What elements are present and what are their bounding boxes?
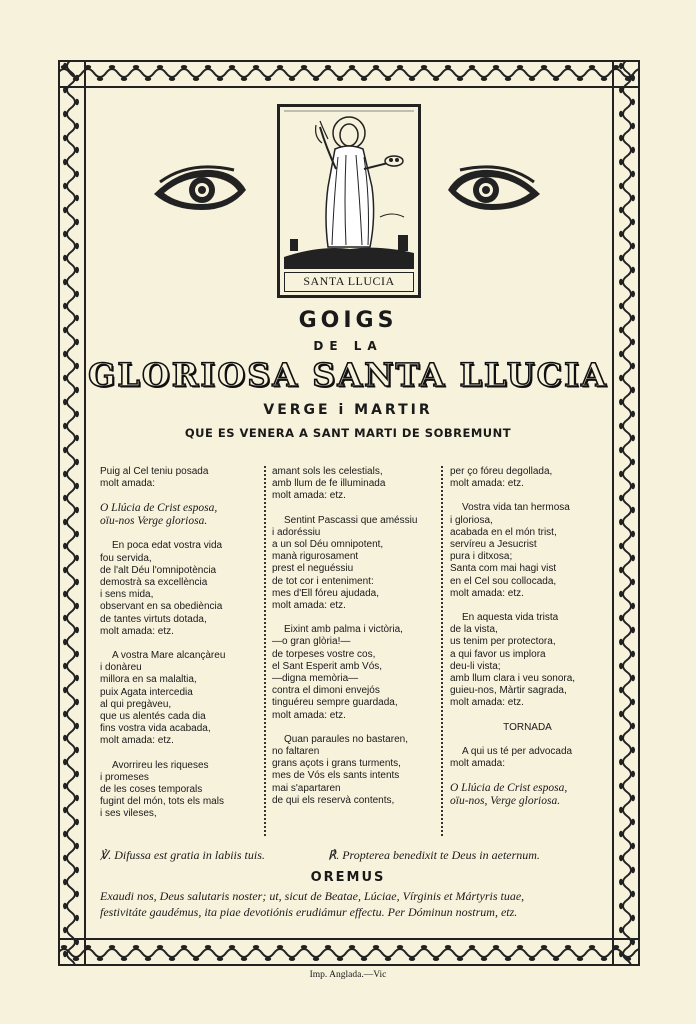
verse-line: fou servida, [100,552,152,564]
saint-woodcut-image [277,104,421,298]
verse-line: oïu-nos, Verge gloriosa. [450,795,561,808]
stanza-gap [450,734,605,746]
verse-line: de torpeses vostre cos, [272,648,376,660]
verse-line: en el Cel sou collocada, [450,575,557,587]
verse-line: fins vostra vida acabada, [100,723,211,735]
verse-column-3 [450,466,605,808]
prayer-text [100,888,600,920]
stanza-gap [100,490,260,502]
verse-line: pura i ditxosa; [450,551,513,563]
verse-line: amb llum de fe illuminada [272,478,386,490]
verse-line: de les coses temporals [100,784,203,796]
verse-line: no faltaren [272,746,320,758]
verse-line: O Llúcia de Crist esposa, [450,782,568,795]
verse-line: de la vista, [450,624,498,636]
verse-line: observant en sa obediència [100,601,223,613]
verse-line: deu-li vista; [450,660,501,672]
verse-line: us tenim per protectora, [450,636,556,648]
verse-line: Quan paraules no bastaren, [284,733,408,745]
verse-line: amant sols les celestials, [272,466,383,477]
border-left [58,60,86,966]
verse-line: contra el dimoni envejós [272,685,380,697]
woodcut-caption: SANTA LLUCIA [284,272,414,292]
versicle: ℣. Difussa est gratia in labiis tuis. [100,848,265,862]
verse-line: millora en sa malaltia, [100,674,197,686]
verse-line: que us alentés cada dia [100,711,206,723]
verse-line: molt amada: etz. [450,587,524,599]
verse-line: grans açots i grans turments, [272,758,401,770]
subtitle-venera: QUE ES VENERA A SANT MARTI DE SOBREMUNT [184,426,512,440]
verse-line: Avorrireu les riqueses [112,759,209,771]
verse-line: mes d'Ell fóreu ajudada, [272,587,379,599]
verse-line: Puig al Cel teniu posada [100,466,209,477]
oremus-heading: OREMUS [310,870,386,885]
verse-line: de tantes virtuts dotada, [100,613,207,625]
verse-line: O Llúcia de Crist esposa, [100,502,218,515]
saint-figure-icon [280,107,418,273]
verse-line: guieu-nos, Màrtir sagrada, [450,685,567,697]
verse-line: puix Agata intercedia [100,686,193,698]
stanza-gap [100,638,260,650]
verse-line: En poca edat vostra vida [112,540,223,552]
verse-line: En aquesta vida trista [462,612,559,624]
verse-line: A qui us té per advocada [462,745,573,757]
subtitle-verge-martir: VERGE i MARTIR [263,402,433,418]
response: ℟. Propterea benedixit te Deus in aeternum. [328,848,540,862]
verse-line: de l'alt Déu l'omnipotència [100,564,217,576]
verse-line: fugint del món, tots els mals [100,796,224,808]
verse-line: de qui els reservà contents, [272,794,395,806]
verse-line: molt amada: etz. [272,709,346,721]
stanza-gap [100,748,260,760]
verse-line: acabada en el món trist, [450,526,557,538]
verse-line: servíreu a Jesucrist [450,539,537,551]
stanza-gap [272,722,440,734]
verse-line: i gloriosa, [450,514,493,526]
border-bottom [58,938,640,966]
verse-line: amb llum clara i veu sonora, [450,673,576,685]
stanza-gap [450,600,605,612]
verse-line: molt amada: etz. [100,625,174,637]
verse-line: i ses vileses, [100,808,157,820]
verse-line: mes de Vós els sants intents [272,770,400,782]
verse-line: el Sant Esperit amb Vós, [272,660,383,672]
border-right [612,60,640,966]
verse-line: —o gran glòria!— [272,636,351,648]
verse-line: Eixint amb palma i victòria, [284,624,403,636]
verse-line: a un sol Déu omnipotent, [272,539,384,551]
title-de-la: DE LA [313,339,383,353]
verse-line: TORNADA [503,721,552,733]
verse-line: molt amada: etz. [272,490,346,502]
verse-line: molt amada: etz. [100,735,174,747]
title-goigs: GOIGS [298,308,398,333]
verse-line: per ço fóreu degollada, [450,466,553,477]
verse-line: a qui favor us implora [450,648,546,660]
stanza-gap [450,770,605,782]
printer-imprint: Imp. Anglada.—Vic [309,970,387,980]
verse-line: mai s'apartaren [272,782,341,794]
column-divider [264,466,266,836]
border-top [58,60,640,88]
stanza-gap [272,503,440,515]
verse-column-2 [272,466,440,807]
verse-column-1 [100,466,260,821]
prayer-line: festivitáte gaudémus, ita piae devotiónis erudiámur effectu. Per Dóminun nostrum, etz. [100,905,518,919]
verse-line: prest el neguéssiu [272,563,354,575]
verse-line: molt amada: etz. [272,600,346,612]
verse-line: A vostra Mare alcançàreu [112,650,226,662]
eye-icon [446,160,544,220]
verse-line: Sentint Pascassi que améssiu [284,514,418,526]
verse-line: molt amada: etz. [450,478,524,490]
verse-line: i promeses [100,771,149,783]
verse-line: oïu-nos Verge gloriosa. [100,515,208,528]
verse-line: i sens mida, [100,589,154,601]
prayer-line: Exaudi nos, Deus salutaris noster; ut, sicut de Beatae, Lúciae, Vírginis et Mártyris tuae, [100,889,525,903]
verse-line: —digna memòria— [272,673,359,685]
column-divider [441,466,443,836]
verse-line: manà rigurosament [272,551,359,563]
stanza-gap [450,710,605,722]
verse-line: demostrà sa excellència [100,577,208,589]
page-title: GLORIOSA SANTA LLUCIA [88,356,608,394]
verse-line: molt amada: [450,758,506,770]
verse-line: Santa com mai hagi vist [450,563,557,575]
eye-icon [150,160,248,220]
stanza-gap [100,528,260,540]
verse-line: de tot cor i enteniment: [272,575,374,587]
verse-line: Vostra vida tan hermosa [462,502,570,514]
verse-line: i donàreu [100,662,142,674]
verse-line: tinguéreu sempre guardada, [272,697,398,709]
stanza-gap [450,490,605,502]
verse-line: al qui pregàveu, [100,698,172,710]
stanza-gap [272,612,440,624]
verse-line: i adoréssiu [272,526,321,538]
verse-line: molt amada: [100,478,156,490]
verse-line: molt amada: etz. [450,697,524,709]
